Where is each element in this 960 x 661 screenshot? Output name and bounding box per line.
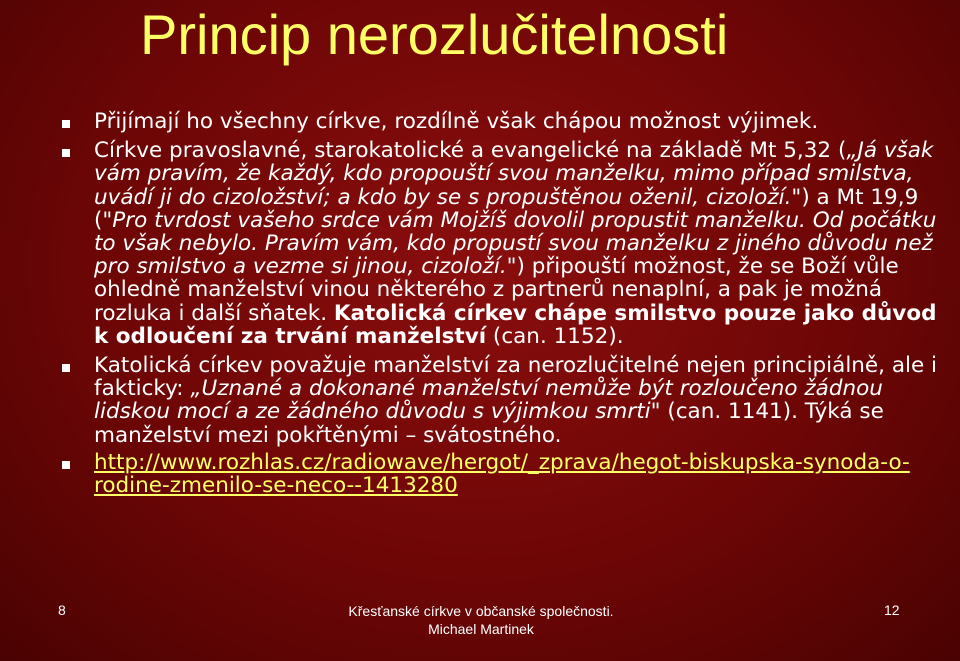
page-number: 12 xyxy=(884,602,900,618)
bullet-text: (can. 1141). Týká se manželství mezi pokřtěnými – svátostného. xyxy=(94,399,884,448)
bullet-text: (can. 1152). xyxy=(486,323,624,349)
square-bullet-icon xyxy=(62,461,70,469)
bullet-text: Přijímají ho všechny církve, rozdílně však chápou možnost výjimek. xyxy=(94,109,819,134)
bold-statement: Katolická církev chápe smilstvo pouze jako důvod k odloučení za trvání manželství xyxy=(94,300,937,349)
quote-mt-19-9: Pro tvrdost vašeho srdce vám Mojžíš dovolil propustit manželku. Od počátku to však nebylo. Pravím vám, kdo propustí svou manželku z jiného důvodu než pro smilstvo a vezme si jinou, cizoloží. xyxy=(94,207,937,280)
bullet-item-2 xyxy=(62,139,942,348)
bullet-item-3 xyxy=(62,354,942,447)
bullet-text: ") připouští možnost, že se Boží vůle ohledně manželství vinou některého z partnerů nenaplní, a pak je možná rozluka i další sňatek. xyxy=(94,254,899,326)
rozhlas-link[interactable]: http://www.rozhlas.cz/radiowave/hergot/_zprava/hegot-biskupska-synoda-o-rodine-zmenilo-se-neco--1413280 xyxy=(94,449,910,499)
square-bullet-icon xyxy=(62,364,70,372)
bullet-list xyxy=(62,110,942,497)
quote-mt-5-32: „Já však vám pravím, že každý, kdo propouští svou manželku, mimo případ smilstva, uvádí ji do cizoložství; a kdo by se s propuštěnou oženil, cizoloží." xyxy=(94,138,934,210)
slide-title: Princip nerozlučitelnosti xyxy=(140,3,729,66)
slide-number-left: 8 xyxy=(58,602,66,618)
footer-text xyxy=(340,602,622,638)
bullet-text: Církve pravoslavné, starokatolické a evangelické na základě Mt 5,32 ( xyxy=(94,138,847,164)
quote-can-1141: „Uznané a dokonané manželství nemůže být rozloučeno žádnou lidskou mocí a ze žádného důvodu s výjimkou smrti" xyxy=(94,376,883,425)
square-bullet-icon xyxy=(62,149,70,157)
bullet-text: Katolická církev považuje manželství za nerozlučitelné nejen principiálně, ale i fakticky: xyxy=(94,353,938,402)
footer-line-2: Michael Martinek xyxy=(428,621,534,637)
bullet-text: ) a Mt 19,9 (" xyxy=(94,184,919,233)
footer-line-1: Křesťanské církve v občanské společnosti. xyxy=(348,603,614,619)
bullet-item-4 xyxy=(62,451,942,497)
bullet-item-1 xyxy=(62,110,942,133)
square-bullet-icon xyxy=(62,120,70,128)
